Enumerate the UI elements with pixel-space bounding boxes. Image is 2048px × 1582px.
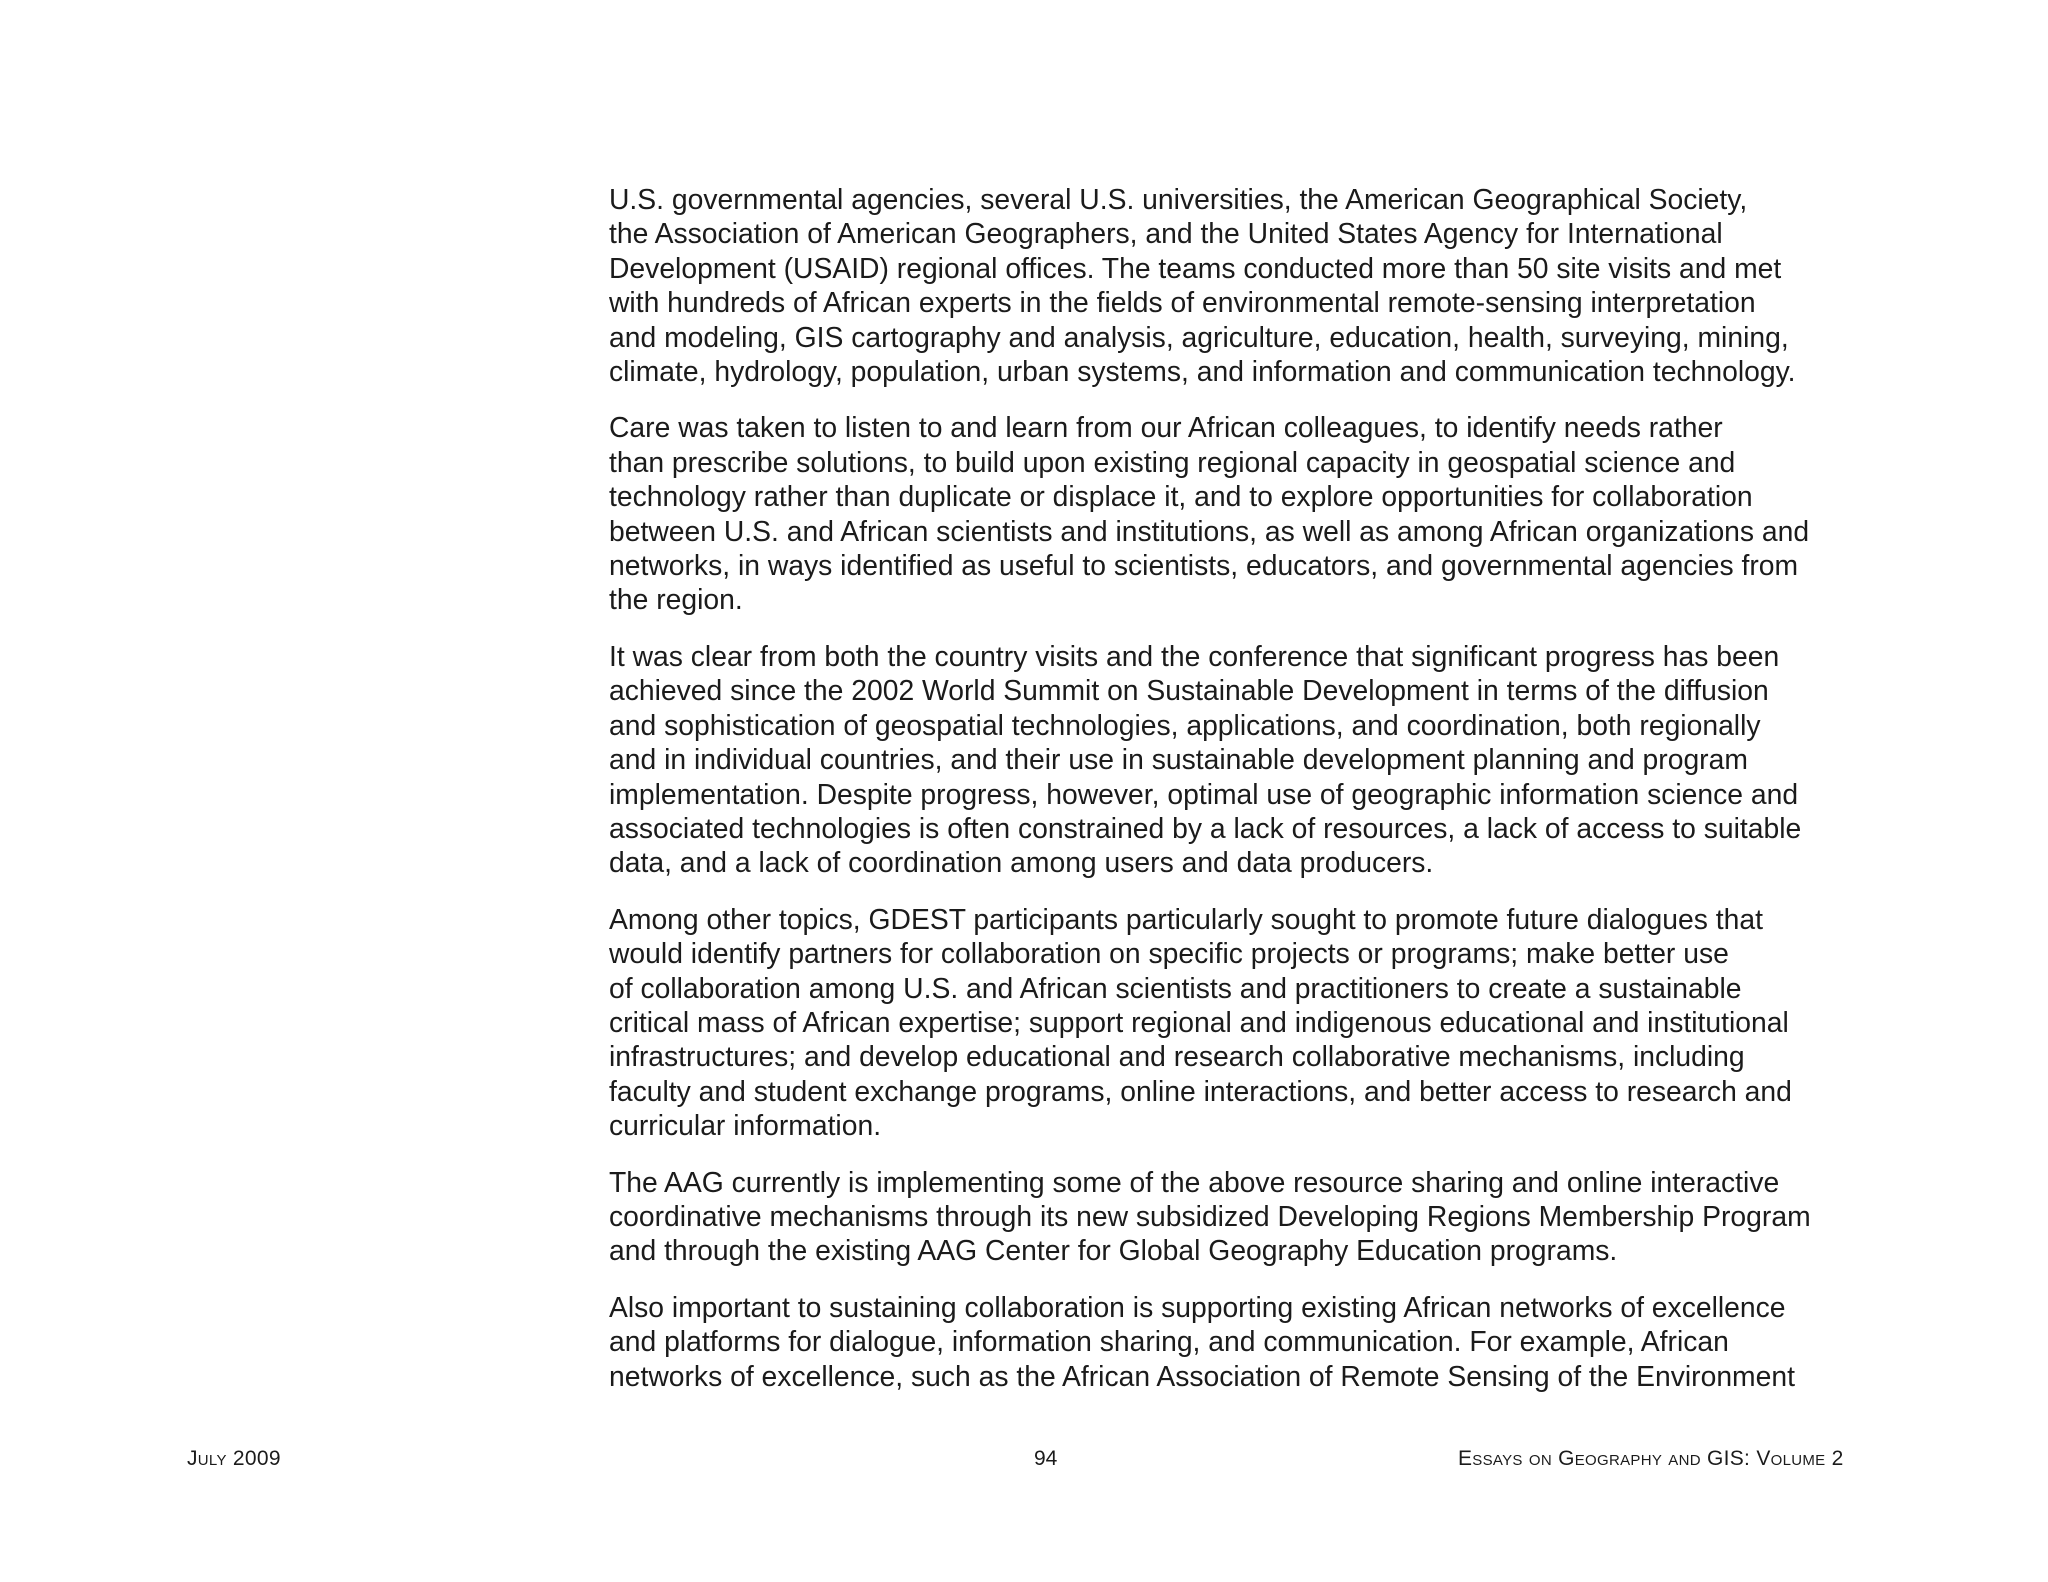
text-line: coordinative mechanisms through its new subsidized Developing Regions Membership Program [609,1199,1811,1232]
text-line: infrastructures; and develop educational and research collaborative mechanisms, including [609,1040,1745,1073]
text-line: Among other topics, GDEST participants particularly sought to promote future dialogues that [609,902,1763,935]
body-text [609,182,1849,1415]
text-line: curricular information. [609,1109,882,1142]
text-line: achieved since the 2002 World Summit on Sustainable Development in terms of the diffusion [609,674,1769,707]
paragraph-4 [609,902,1849,1143]
text-line: technology rather than duplicate or displace it, and to explore opportunities for collaboration [609,480,1753,513]
text-line: U.S. governmental agencies, several U.S. universities, the American Geographical Society, [609,183,1748,215]
paragraph-5 [609,1165,1849,1268]
text-line: and in individual countries, and their use in sustainable development planning and program [609,743,1748,776]
text-line: and sophistication of geospatial technologies, applications, and coordination, both regionally [609,708,1761,741]
text-line: implementation. Despite progress, however, optimal use of geographic information science and [609,777,1799,810]
text-line: Development (USAID) regional offices. The teams conducted more than 50 site visits and met [609,251,1782,284]
text-line: the Association of American Geographers, and the United States Agency for International [609,217,1723,250]
paragraph-6 [609,1290,1849,1393]
text-line: associated technologies is often constrained by a lack of resources, a lack of access to suitable [609,811,1802,844]
text-line: and through the existing AAG Center for Global Geography Education programs. [609,1234,1618,1267]
text-line: and modeling, GIS cartography and analysis, agriculture, education, health, surveying, mining, [609,320,1789,353]
footer-date: July 2009 [187,1447,281,1470]
paragraph-3 [609,639,1849,880]
text-line: would identify partners for collaboration on specific projects or programs; make better use [609,937,1729,970]
text-line: Care was taken to listen to and learn from our African colleagues, to identify needs rather [609,411,1723,444]
text-line: data, and a lack of coordination among users and data producers. [609,846,1434,879]
text-line: networks of excellence, such as the African Association of Remote Sensing of the Environment [609,1359,1795,1392]
text-line: and platforms for dialogue, information sharing, and communication. For example, African [609,1325,1729,1358]
text-line: than prescribe solutions, to build upon existing regional capacity in geospatial science and [609,445,1736,478]
text-line: critical mass of African expertise; support regional and indigenous educational and institutional [609,1005,1789,1038]
text-line: It was clear from both the country visits and the conference that significant progress has been [609,639,1780,672]
text-line: with hundreds of African experts in the fields of environmental remote-sensing interpretation [609,286,1756,319]
text-line: of collaboration among U.S. and African scientists and practitioners to create a sustainable [609,971,1742,1004]
text-line: faculty and student exchange programs, online interactions, and better access to research and [609,1074,1792,1107]
text-line: climate, hydrology, population, urban systems, and information and communication technology. [609,355,1796,388]
footer-publication-title: Essays on Geography and GIS: Volume 2 [1458,1447,1844,1470]
text-line: the region. [609,583,743,616]
text-line: Also important to sustaining collaboration is supporting existing African networks of excellence [609,1290,1786,1323]
page-number: 94 [1034,1447,1058,1470]
paragraph-2 [609,410,1849,616]
text-line: between U.S. and African scientists and institutions, as well as among African organizations and [609,514,1810,547]
text-line: networks, in ways identified as useful to scientists, educators, and governmental agencies from [609,549,1799,582]
paragraph-1 [609,182,1849,388]
text-line: The AAG currently is implementing some of the above resource sharing and online interactive [609,1165,1780,1198]
